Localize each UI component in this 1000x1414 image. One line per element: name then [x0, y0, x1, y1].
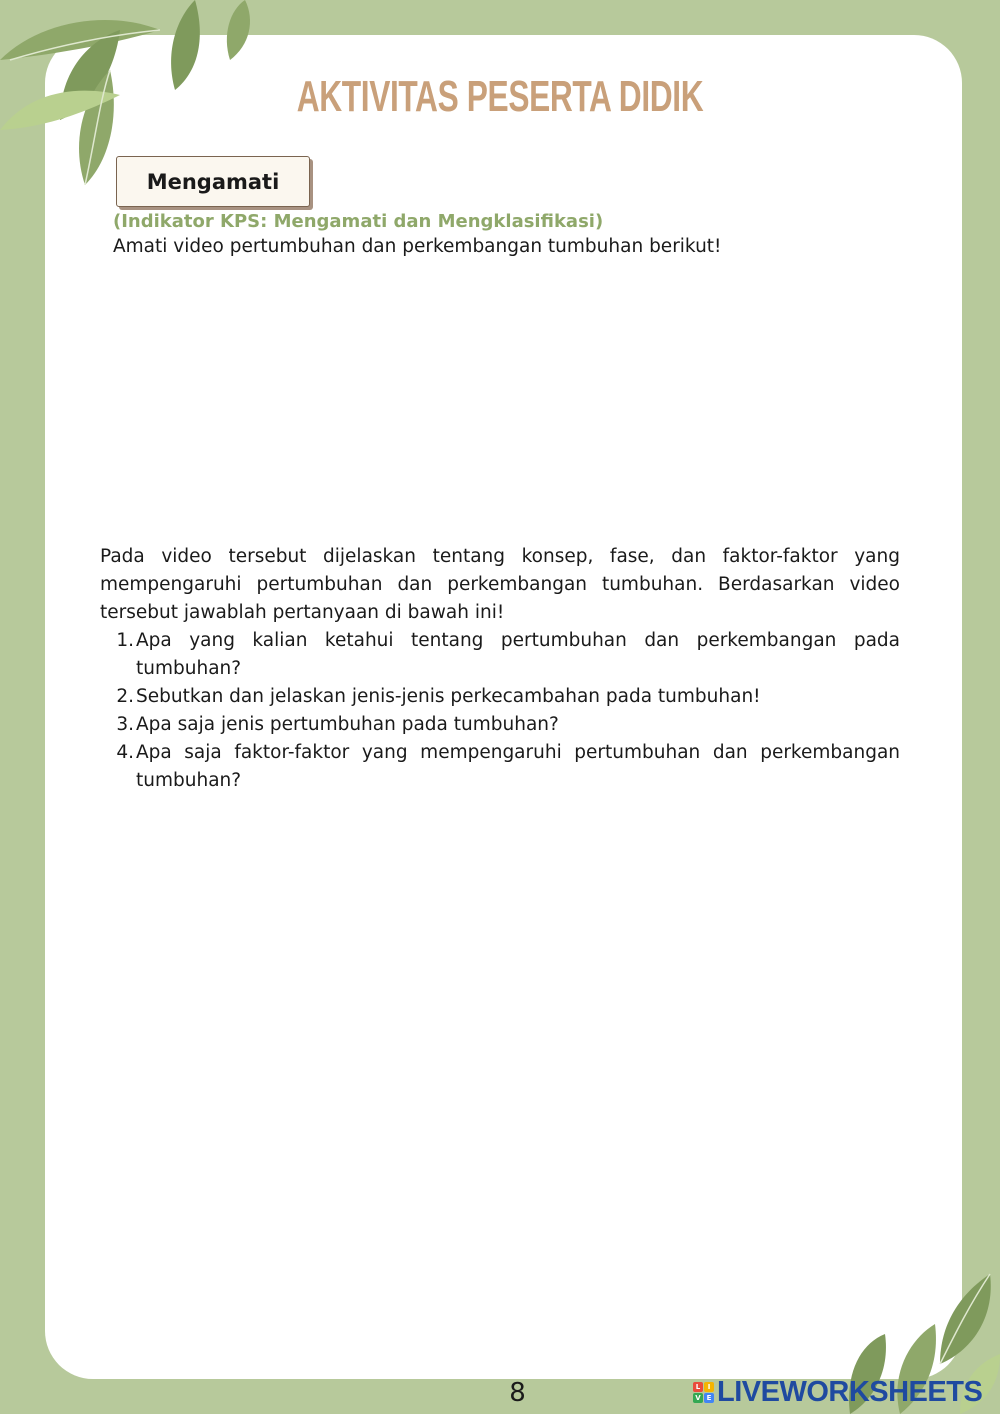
list-item: [100, 683, 900, 711]
page-number: 8: [509, 1378, 526, 1408]
question-text: Apa saja faktor-faktor yang mempengaruhi pertumbuhan dan perkembangan tumbuhan?: [136, 742, 900, 791]
liveworksheets-badge-icon: [693, 1382, 714, 1403]
list-item: [100, 739, 900, 795]
badge-letter: E: [704, 1393, 714, 1403]
section-tab-label: Mengamati: [146, 169, 280, 194]
liveworksheets-logo[interactable]: [693, 1376, 982, 1409]
list-item: [100, 711, 900, 739]
question-number: 2.: [116, 686, 134, 707]
list-item: [100, 627, 900, 683]
question-text: Apa yang kalian ketahui tentang pertumbuhan dan perkembangan pada tumbuhan?: [136, 630, 900, 679]
question-number: 1.: [116, 630, 134, 651]
badge-letter: V: [693, 1393, 703, 1403]
question-list: [100, 627, 900, 795]
liveworksheets-text: LIVEWORKSHEETS: [717, 1376, 983, 1408]
question-text: Apa saja jenis pertumbuhan pada tumbuhan?: [136, 714, 559, 735]
question-number: 3.: [116, 714, 134, 735]
instruction-text: Amati video pertumbuhan dan perkembangan tumbuhan berikut!: [113, 236, 722, 257]
video-embed-area[interactable]: [113, 275, 899, 530]
body-paragraph: Pada video tersebut dijelaskan tentang konsep, fase, dan faktor-faktor yang mempengaruhi pertumbuhan dan perkembangan tumbuhan. Berdasarkan video tersebut jawablah pertanyaan di bawah ini!: [100, 546, 900, 623]
badge-letter: I: [704, 1382, 714, 1392]
section-tab-mengamati: [116, 156, 310, 207]
badge-letter: L: [693, 1382, 703, 1392]
page-title: AKTIVITAS PESERTA DIDIK: [296, 72, 704, 121]
question-text: Sebutkan dan jelaskan jenis-jenis perkecambahan pada tumbuhan!: [136, 686, 761, 707]
indicator-text: (Indikator KPS: Mengamati dan Mengklasifikasi): [113, 211, 604, 232]
question-number: 4.: [116, 742, 134, 763]
